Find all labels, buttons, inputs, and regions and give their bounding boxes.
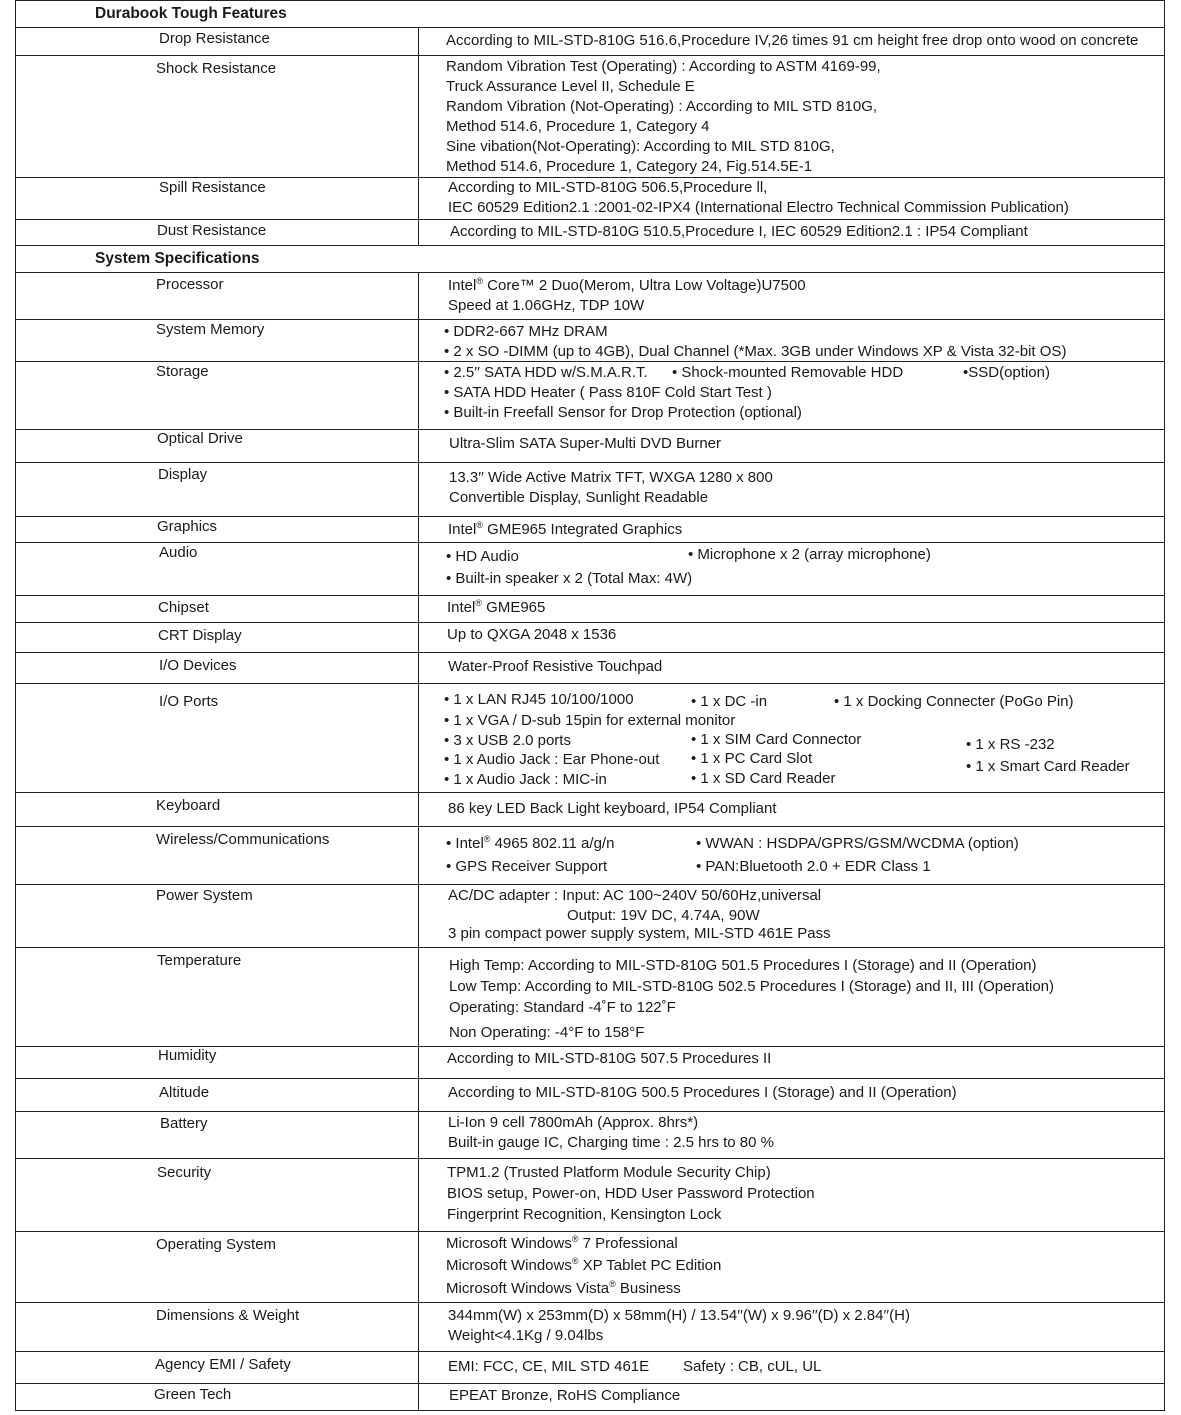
row-value: • SATA HDD Heater ( Pass 810F Cold Start Test ) [444,384,772,401]
row-dust-resistance [16,220,1164,246]
section-header-tough-features [16,0,1164,28]
row-value: Random Vibration (Not-Operating) : According to MIL STD 810G, [446,98,878,115]
row-value: Operating: Standard -4˚F to 122˚F [449,999,676,1016]
row-value: Convertible Display, Sunlight Readable [449,489,709,506]
row-value: Method 514.6, Procedure 1, Category 24, Fig.514.5E-1 [446,158,813,175]
row-operating-system [16,1232,1164,1303]
row-value: • 2 x SO -DIMM (up to 4GB), Dual Channel (*Max. 3GB under Windows XP & Vista 32-bit OS) [444,343,1067,360]
row-value: Business [615,1280,681,1297]
row-value: 3 pin compact power supply system, MIL-STD 461E Pass [448,925,831,942]
row-value: According to MIL-STD-810G 506.5,Procedure ll, [448,179,768,196]
row-value: GME965 Integrated Graphics [483,521,683,538]
row-value: BIOS setup, Power-on, HDD User Password Protection [447,1185,815,1202]
row-security [16,1159,1164,1232]
row-value: According to MIL-STD-810G 500.5 Procedures I (Storage) and II (Operation) [448,1084,957,1101]
row-value: • Intel [446,835,484,852]
row-io-devices [16,653,1164,684]
row-value: • Built-in speaker x 2 (Total Max: 4W) [446,570,693,587]
row-value: According to MIL-STD-810G 507.5 Procedures II [447,1050,772,1067]
row-value: • DDR2-667 MHz DRAM [444,323,608,340]
row-value: GME965 [482,599,546,616]
row-graphics [16,517,1164,543]
row-value: • 1 x VGA / D-sub 15pin for external monitor [444,712,736,729]
registered-mark: ® [476,276,483,286]
row-wireless [16,827,1164,885]
row-value: • Built-in Freefall Sensor for Drop Protection (optional) [444,404,802,421]
row-value: Li-Ion 9 cell 7800mAh (Approx. 8hrs*) [448,1114,699,1131]
row-label: Dust Resistance [157,222,267,239]
row-value: Intel [447,599,476,616]
row-label: CRT Display [158,627,242,644]
row-value: • 2.5′′ SATA HDD w/S.M.A.R.T. [444,364,648,381]
row-label: Keyboard [156,797,221,814]
row-value: Built-in gauge IC, Charging time : 2.5 hrs to 80 % [448,1134,775,1151]
row-value: 13.3′′ Wide Active Matrix TFT, WXGA 1280 x 800 [449,469,773,486]
row-label: Temperature [157,952,242,969]
row-value: Core™ 2 Duo(Merom, Ultra Low Voltage)U7500 [483,277,806,294]
row-keyboard [16,793,1164,827]
row-value: Ultra-Slim SATA Super-Multi DVD Burner [449,435,722,452]
row-value: EPEAT Bronze, RoHS Compliance [449,1387,681,1404]
row-label: Power System [156,887,253,904]
row-value: • PAN:Bluetooth 2.0 + EDR Class 1 [696,858,931,875]
row-value: Low Temp: According to MIL-STD-810G 502.5 Procedures I (Storage) and II, III (Operation) [449,978,1055,995]
row-label: I/O Devices [159,657,237,674]
row-label: Security [157,1164,212,1181]
row-value: • 1 x DC -in [691,693,768,710]
registered-mark: ® [476,520,483,530]
row-value: Output: 19V DC, 4.74A, 90W [567,907,760,924]
row-value: Up to QXGA 2048 x 1536 [447,626,617,643]
row-value: • 1 x Audio Jack : MIC-in [444,771,607,788]
row-value: AC/DC adapter : Input: AC 100~240V 50/60Hz,universal [448,887,822,904]
row-temperature [16,948,1164,1047]
row-label: Processor [156,276,224,293]
row-value: Non Operating: -4°F to 158°F [449,1024,645,1041]
row-value: Water-Proof Resistive Touchpad [448,658,663,675]
row-value: • WWAN : HSDPA/GPRS/GSM/WCDMA (option) [696,835,1019,852]
section-title: Durabook Tough Features [95,5,287,22]
row-value: • 1 x Audio Jack : Ear Phone-out [444,751,660,768]
row-value: Safety : CB, cUL, UL [683,1358,822,1375]
row-value: Method 514.6, Procedure 1, Category 4 [446,118,710,135]
section-title: System Specifications [95,250,260,267]
row-label: Wireless/Communications [156,831,330,848]
row-label: Battery [160,1115,208,1132]
row-green-tech [16,1384,1164,1411]
registered-mark: ® [571,1234,579,1244]
row-label: Audio [159,544,198,561]
row-battery [16,1112,1164,1159]
row-label: I/O Ports [159,693,219,710]
registered-mark: ® [571,1256,579,1266]
row-value: Speed at 1.06GHz, TDP 10W [448,297,645,314]
row-label: Drop Resistance [159,30,270,47]
row-label: Display [158,466,208,483]
row-label: Graphics [157,518,218,535]
row-value: Random Vibration Test (Operating) : According to ASTM 4169-99, [446,58,881,75]
row-spill-resistance [16,178,1164,220]
row-value: High Temp: According to MIL-STD-810G 501.5 Procedures I (Storage) and II (Operation) [449,957,1037,974]
row-value: Intel [448,521,477,538]
row-value: TPM1.2 (Trusted Platform Module Security Chip) [447,1164,771,1181]
row-agency-emi-safety [16,1352,1164,1384]
row-io-ports [16,684,1164,793]
row-value: IEC 60529 Edition2.1 :2001-02-IPX4 (International Electro Technical Commission Publication) [448,199,1069,216]
row-label: Optical Drive [157,430,243,447]
row-value: • 1 x SD Card Reader [691,770,836,787]
row-value: Truck Assurance Level II, Schedule E [446,78,695,95]
row-value: • HD Audio [446,548,519,565]
registered-mark: ® [475,598,482,608]
row-value: • 1 x LAN RJ45 10/100/1000 [444,691,634,708]
row-value: According to MIL-STD-810G 516.6,Procedure IV,26 times 91 cm height free drop onto wood on concrete [446,32,1139,49]
row-display [16,463,1164,517]
row-chipset [16,596,1164,623]
row-storage [16,362,1164,430]
row-label: Shock Resistance [156,60,277,77]
row-value: • Shock-mounted Removable HDD [672,364,904,381]
row-label: Storage [156,363,209,380]
row-value: • GPS Receiver Support [446,858,608,875]
row-label: System Memory [156,321,265,338]
row-value: 7 Professional [578,1235,678,1252]
row-humidity [16,1047,1164,1079]
row-power-system [16,885,1164,948]
row-value: Sine vibation(Not-Operating): According to MIL STD 810G, [446,138,835,155]
row-value: • 3 x USB 2.0 ports [444,732,571,749]
row-value: •SSD(option) [963,364,1050,381]
row-value: • 1 x PC Card Slot [691,750,813,767]
row-label: Chipset [158,599,209,616]
row-value: Microsoft Windows Vista [446,1280,610,1297]
row-value: • Microphone x 2 (array microphone) [688,546,931,563]
row-system-memory [16,320,1164,362]
section-header-system-specifications [16,246,1164,273]
row-label: Spill Resistance [159,179,266,196]
row-value: Fingerprint Recognition, Kensington Lock [447,1206,722,1223]
row-optical-drive [16,430,1164,463]
row-value: Weight<4.1Kg / 9.04lbs [448,1327,604,1344]
row-label: Agency EMI / Safety [155,1356,291,1373]
row-value: Microsoft Windows [446,1235,572,1252]
row-value: • 1 x RS -232 [966,736,1055,753]
row-label: Humidity [158,1047,217,1064]
row-value: • 1 x Docking Connecter (PoGo Pin) [834,693,1074,710]
row-drop-resistance [16,28,1164,56]
row-value: EMI: FCC, CE, MIL STD 461E [448,1358,650,1375]
row-label: Green Tech [154,1386,232,1403]
registered-mark: ® [609,1279,616,1289]
row-processor [16,273,1164,320]
row-value: Intel [448,277,477,294]
row-value: 86 key LED Back Light keyboard, IP54 Compliant [448,800,777,817]
row-value: 344mm(W) x 253mm(D) x 58mm(H) / 13.54′′(W) x 9.96′′(D) x 2.84′′(H) [448,1307,910,1324]
row-label: Dimensions & Weight [156,1307,300,1324]
spec-sheet [15,0,1165,1411]
row-dimensions-weight [16,1303,1164,1352]
row-altitude [16,1079,1164,1112]
row-crt-display [16,623,1164,653]
row-value: Microsoft Windows [446,1257,572,1274]
row-label: Altitude [159,1084,210,1101]
row-value: • 1 x SIM Card Connector [691,731,862,748]
row-value: XP Tablet PC Edition [578,1257,722,1274]
row-shock-resistance [16,56,1164,178]
row-audio [16,543,1164,596]
row-label: Operating System [156,1236,277,1253]
row-value: • 1 x Smart Card Reader [966,758,1130,775]
row-value: 4965 802.11 a/g/n [490,835,615,852]
registered-mark: ® [483,834,491,844]
row-value: According to MIL-STD-810G 510.5,Procedure I, IEC 60529 Edition2.1 : IP54 Compliant [450,223,1028,240]
